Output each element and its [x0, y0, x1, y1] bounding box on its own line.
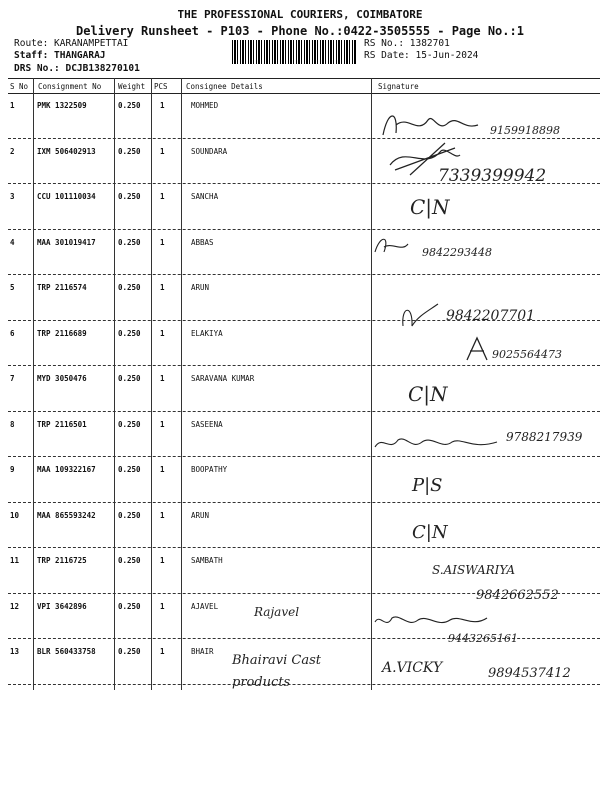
barcode — [232, 40, 356, 64]
header-consignment: Consignment No — [38, 82, 102, 91]
row-consignee: SASEENA — [191, 419, 223, 429]
row-pcs: 1 — [160, 556, 165, 565]
row-sno: 9 — [10, 465, 15, 474]
signature-scribble — [372, 610, 492, 634]
row-pcs: 1 — [160, 647, 165, 656]
handwritten-name: S.AISWARIYA — [432, 563, 516, 577]
row-divider — [8, 365, 600, 366]
row-pcs: 1 — [160, 510, 165, 520]
row-consignment-no: MAA 301019417 — [37, 237, 96, 247]
runsheet-subtitle: Delivery Runsheet - P103 - Phone No.:0422-3505555 - Page No.:1 — [76, 24, 524, 38]
handwritten-note: Bhairavi Cast products — [232, 653, 322, 690]
handwritten-note: C|N — [412, 522, 448, 543]
row-sno: 13 — [10, 647, 20, 656]
row-pcs: 1 — [160, 283, 165, 292]
header-weight: Weight — [118, 82, 146, 91]
row-consignment-no: TRP 2116574 — [37, 283, 87, 292]
row-weight: 0.250 — [118, 556, 141, 565]
rs-number: RS No.: 1382701 — [364, 38, 450, 49]
row-weight: 0.250 — [118, 237, 141, 247]
row-divider — [8, 456, 600, 457]
row-consignment-no: MAA 109322167 — [37, 465, 96, 474]
row-consignee: BOOPATHY — [191, 465, 228, 474]
rs-date: RS Date: 15-Jun-2024 — [364, 50, 479, 61]
handwritten-phone: 9842293448 — [422, 246, 492, 259]
row-divider — [8, 138, 600, 139]
handwritten-phone: 7339399942 — [438, 166, 547, 186]
row-consignment-no: MYD 3050476 — [37, 374, 87, 383]
row-consignment-no: BLR 560433758 — [37, 647, 96, 656]
handwritten-note: C|N — [410, 195, 450, 219]
row-consignee: ELAKIYA — [191, 328, 223, 338]
row-consignment-no: VPI 3642896 — [37, 601, 87, 611]
col-divider — [371, 78, 372, 690]
handwritten-name: A.VICKY — [382, 660, 443, 676]
handwritten-phone: 9842207701 — [446, 308, 536, 324]
row-pcs: 1 — [160, 601, 165, 611]
row-weight: 0.250 — [118, 601, 141, 611]
row-consignee: BHAIR — [191, 647, 214, 656]
handwritten-phone: 9159918898 — [490, 124, 560, 137]
handwritten-phone: 9894537412 — [488, 666, 571, 681]
row-sno: 3 — [10, 192, 15, 201]
header-sno: S No — [10, 82, 29, 91]
handwritten-phone: 9025564473 — [492, 348, 562, 361]
handwritten-phone: 9788217939 — [506, 430, 583, 444]
row-sno: 5 — [10, 283, 15, 292]
row-consignee: SANCHA — [191, 192, 219, 201]
col-divider — [114, 78, 115, 690]
row-weight: 0.250 — [118, 374, 141, 383]
row-consignee: SOUNDARA — [191, 146, 228, 156]
table-header-border — [8, 93, 600, 94]
row-divider — [8, 411, 600, 412]
row-consignment-no: TRP 2116689 — [37, 328, 87, 338]
header-signature: Signature — [378, 82, 419, 91]
row-weight: 0.250 — [118, 510, 141, 520]
signature-scribble — [398, 296, 443, 336]
col-divider — [151, 78, 152, 690]
row-pcs: 1 — [160, 192, 165, 201]
row-sno: 7 — [10, 374, 15, 383]
handwritten-phone: 9443265161 — [448, 632, 518, 645]
row-consignment-no: IXM 506402913 — [37, 146, 96, 156]
staff-label: Staff: THANGARAJ — [14, 50, 106, 61]
signature-scribble — [372, 232, 412, 260]
row-weight: 0.250 — [118, 647, 141, 656]
header-pcs: PCS — [154, 82, 168, 91]
row-weight: 0.250 — [118, 465, 141, 474]
row-weight: 0.250 — [118, 101, 141, 110]
row-pcs: 1 — [160, 374, 165, 383]
row-consignment-no: TRP 2116725 — [37, 556, 87, 565]
row-consignee: ABBAS — [191, 237, 214, 247]
row-weight: 0.250 — [118, 419, 141, 429]
handwritten-note: C|N — [408, 382, 448, 406]
row-sno: 1 — [10, 101, 15, 110]
table-top-border — [8, 78, 600, 79]
row-consignee: AJAVEL — [191, 601, 219, 611]
row-sno: 10 — [10, 510, 20, 520]
row-weight: 0.250 — [118, 192, 141, 201]
row-consignee: ARUN — [191, 510, 210, 520]
col-divider — [33, 78, 34, 690]
row-sno: 12 — [10, 601, 20, 611]
row-sno: 6 — [10, 328, 15, 338]
signature-scribble — [372, 432, 502, 454]
col-divider — [181, 78, 182, 690]
row-consignment-no: CCU 101110034 — [37, 192, 96, 201]
row-weight: 0.250 — [118, 283, 141, 292]
row-pcs: 1 — [160, 146, 165, 156]
row-consignment-no: TRP 2116501 — [37, 419, 87, 429]
row-sno: 11 — [10, 556, 20, 565]
drs-number: DRS No.: DCJB138270101 — [14, 63, 140, 74]
signature-scribble — [378, 105, 488, 145]
row-weight: 0.250 — [118, 146, 141, 156]
row-consignee: MOHMED — [191, 101, 219, 110]
row-consignee: ARUN — [191, 283, 210, 292]
row-pcs: 1 — [160, 419, 165, 429]
handwritten-phone: 9842662552 — [476, 588, 559, 603]
row-weight: 0.250 — [118, 328, 141, 338]
row-consignee: SAMBATH — [191, 556, 223, 565]
row-divider — [8, 229, 600, 230]
row-sno: 8 — [10, 419, 15, 429]
row-divider — [8, 274, 600, 275]
header-consignee: Consignee Details — [186, 82, 263, 91]
row-sno: 4 — [10, 237, 15, 247]
row-pcs: 1 — [160, 465, 165, 474]
row-divider — [8, 547, 600, 548]
row-consignee: SARAVANA KUMAR — [191, 374, 255, 383]
row-consignment-no: PMK 1322509 — [37, 101, 87, 110]
row-divider — [8, 502, 600, 503]
route-label: Route: KARANAMPETTAI — [14, 38, 129, 49]
handwritten-note: Rajavel — [254, 605, 300, 619]
row-pcs: 1 — [160, 237, 165, 247]
handwritten-note: P|S — [412, 475, 443, 496]
company-title: THE PROFESSIONAL COURIERS, COIMBATORE — [177, 8, 423, 21]
row-consignment-no: MAA 865593242 — [37, 510, 96, 520]
row-sno: 2 — [10, 146, 15, 156]
row-pcs: 1 — [160, 328, 165, 338]
row-pcs: 1 — [160, 101, 165, 110]
